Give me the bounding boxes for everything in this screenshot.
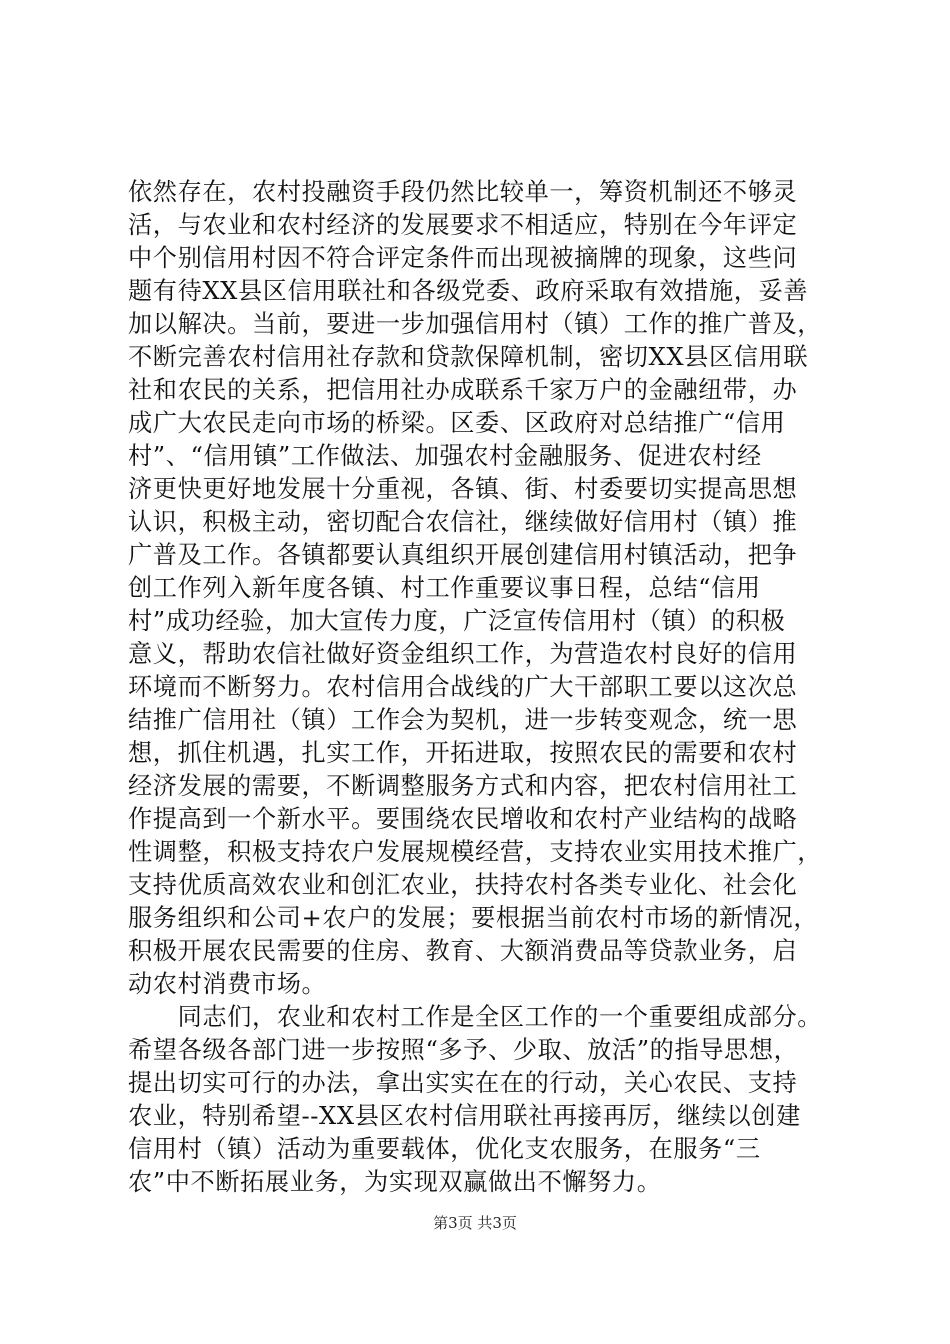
text-line: 性调整，积极支持农户发展规模经营，支持农业实用技术推广， [128,838,823,866]
text-line: 村”、“信用镇”工作做法、加强农村金融服务、促进农村经 [128,442,762,470]
text-line: 济更快更好地发展十分重视，各镇、街、村委要切实提高思想 [128,475,798,503]
text-line: 农业，特别希望--XX县区农村信用联社再接再厉，继续以创建 [128,1102,801,1130]
text-line: 村”成功经验，加大宣传力度，广泛宣传信用村（镇）的积极 [128,607,786,635]
text-line: 认识，积极主动，密切配合农信社，继续做好信用村（镇）推 [128,508,798,536]
text-line: 动农村消费市场。 [128,970,327,998]
text-line: 成广大农民走向市场的桥梁。区委、区政府对总结推广“信用 [128,409,786,437]
text-line: 中个别信用村因不符合评定条件而出现被摘牌的现象，这些问 [128,244,798,272]
text-line: 社和农民的关系，把信用社办成联系千家万户的金融纽带，办 [128,376,798,404]
text-line: 创工作列入新年度各镇、村工作重要议事日程，总结“信用 [128,574,761,602]
text-line: 经济发展的需要，不断调整服务方式和内容，把农村信用社工 [128,772,798,800]
document-body [128,176,826,1199]
text-line: 农”中不断拓展业务，为实现双赢做出不懈努力。 [128,1168,662,1196]
text-line: 依然存在，农村投融资手段仍然比较单一，筹资机制还不够灵 [128,178,798,206]
text-line: 活，与农业和农村经济的发展要求不相适应，特别在今年评定 [128,211,798,239]
text-line: 加以解决。当前，要进一步加强信用村（镇）工作的推广普及， [128,310,823,338]
text-line: 不断完善农村信用社存款和贷款保障机制，密切XX县区信用联 [128,343,809,371]
text-line: 题有待XX县区信用联社和各级党委、政府采取有效措施，妥善 [128,277,809,305]
text-line: 广普及工作。各镇都要认真组织开展创建信用村镇活动，把争 [128,541,798,569]
text-line: 同志们，农业和农村工作是全区工作的一个重要组成部分。 [128,1003,823,1031]
text-line: 结推广信用社（镇）工作会为契机，进一步转变观念，统一思 [128,706,798,734]
text-line: 提出切实可行的办法，拿出实实在在的行动，关心农民、支持 [128,1069,798,1097]
text-line: 信用村（镇）活动为重要载体，优化支农服务，在服务“三 [128,1135,761,1163]
text-line: 服务组织和公司+农户的发展；要根据当前农村市场的新情况， [128,904,819,932]
page-footer: 第3页 共3页 [433,1214,517,1232]
text-line: 支持优质高效农业和创汇农业，扶持农村各类专业化、社会化 [128,871,798,899]
text-line: 想，抓住机遇，扎实工作，开拓进取，按照农民的需要和农村 [128,739,798,767]
text-line: 环境而不断努力。农村信用合战线的广大干部职工要以这次总 [128,673,798,701]
text-line: 积极开展农民需要的住房、教育、大额消费品等贷款业务，启 [128,937,798,965]
text-line: 作提高到一个新水平。要围绕农民增收和农村产业结构的战略 [128,805,798,833]
text-line: 希望各级各部门进一步按照“多予、少取、放活”的指导思想， [128,1036,799,1064]
text-line: 意义，帮助农信社做好资金组织工作，为营造农村良好的信用 [128,640,798,668]
